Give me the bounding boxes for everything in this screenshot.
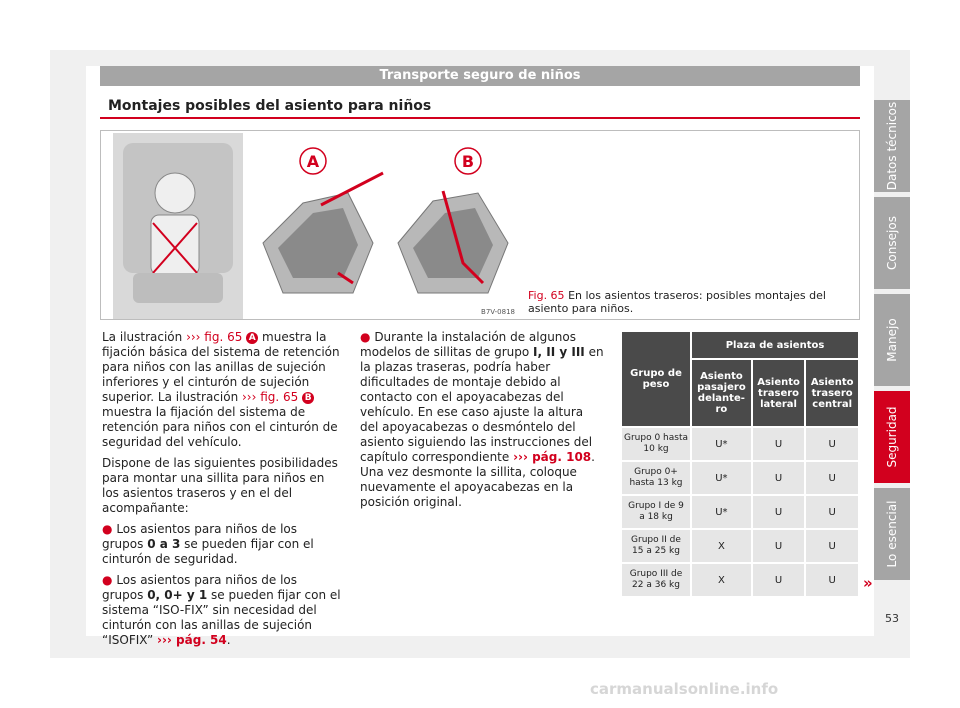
table-row: Grupo III de 22 a 36 kg X U U bbox=[621, 563, 859, 597]
table-row: Grupo I de 9 a 18 kg U* U U bbox=[621, 495, 859, 529]
table-row: Grupo 0 hasta 10 kg U* U U bbox=[621, 427, 859, 461]
child-seat-illustration bbox=[113, 133, 521, 319]
text-column-1 bbox=[102, 330, 342, 654]
fig-link-1[interactable]: ››› fig. 65 bbox=[186, 330, 243, 344]
bullet-icon: ● bbox=[102, 573, 113, 587]
figure-label-a: A bbox=[306, 152, 320, 171]
tab-datos-tecnicos[interactable]: Datos técnicos bbox=[874, 100, 910, 192]
bullet-item-3: ● Durante la instalación de algunos modelos de sillitas de grupo I, II y III en la plazas traseras, podría haber dificultades de montaje debido al contacto con el apoyacabezas del vehículo. En ese caso ajuste la altura del apoyacabezas o desmóntelo del asiento siguiendo las instrucciones del capítulo correspondiente ››› pág. 108. Una vez desmonte la sillita, coloque nuevamente el apoyacabezas en la posición original. bbox=[360, 330, 604, 509]
badge-b: B bbox=[302, 392, 314, 404]
page-link-54[interactable]: ››› pág. 54 bbox=[157, 633, 227, 647]
figure-label-b: B bbox=[461, 152, 475, 171]
bullet-icon: ● bbox=[360, 330, 371, 344]
text-column-2 bbox=[360, 330, 605, 516]
th-group: Grupo de peso bbox=[621, 331, 691, 427]
bullet-item-2: ● Los asientos para niños de los grupos 0, 0+ y 1 se pueden fijar con el sistema “ISO-FIX” sin necesidad del cinturón con las anillas de sujeción “ISOFIX” ››› pág. 54. bbox=[102, 573, 341, 647]
seat-mounting-table bbox=[620, 330, 860, 598]
table-row: Grupo II de 15 a 25 kg X U U bbox=[621, 529, 859, 563]
figure-code: B7V-0818 bbox=[481, 308, 515, 316]
figure-caption-ref[interactable]: Fig. 65 bbox=[528, 289, 565, 302]
page-link-108[interactable]: ››› pág. 108 bbox=[513, 450, 592, 464]
tab-consejos[interactable]: Consejos bbox=[874, 197, 910, 289]
title-rule bbox=[100, 117, 860, 119]
th-front: Asiento pasajero delante-ro bbox=[691, 359, 752, 427]
section-title: Montajes posibles del asiento para niños bbox=[108, 98, 432, 114]
figure-illustration bbox=[113, 133, 521, 319]
fig-link-2[interactable]: ››› fig. 65 bbox=[242, 390, 299, 404]
badge-a: A bbox=[246, 332, 258, 344]
paragraph-2: Dispone de las siguientes posibilidades para montar una sillita para niños en los asientos traseros y en el del acompañante: bbox=[102, 456, 338, 515]
figure-caption bbox=[528, 289, 846, 315]
th-rear-side: Asiento trasero lateral bbox=[752, 359, 806, 427]
bullet-item-1: ● Los asientos para niños de los grupos 0 a 3 se pueden fijar con el cinturón de seguridad. bbox=[102, 522, 314, 566]
tab-seguridad[interactable]: Seguridad bbox=[874, 391, 910, 483]
tab-manejo[interactable]: Manejo bbox=[874, 294, 910, 386]
table-row: Grupo 0+ hasta 13 kg U* U U bbox=[621, 461, 859, 495]
chapter-header: Transporte seguro de niños bbox=[100, 66, 860, 86]
figure-caption-text: En los asientos traseros: posibles montajes del asiento para niños. bbox=[528, 289, 826, 315]
continue-mark: » bbox=[863, 574, 873, 592]
page-number: 53 bbox=[885, 612, 899, 625]
bullet-icon: ● bbox=[102, 522, 113, 536]
th-seats: Plaza de asientos bbox=[691, 331, 859, 359]
paragraph-1: La ilustración ››› fig. 65 A muestra la fijación básica del sistema de retención para niños con las anillas de sujeción inferiores y el cinturón de sujeción superior. La ilustración ››› fig. 65 B muestra la fijación del sistema de retención para niños con el cinturón de seguridad del vehículo. bbox=[102, 330, 340, 449]
tab-lo-esencial[interactable]: Lo esencial bbox=[874, 488, 910, 580]
th-rear-center: Asiento trasero central bbox=[805, 359, 859, 427]
watermark: carmanualsonline.info bbox=[590, 680, 779, 698]
